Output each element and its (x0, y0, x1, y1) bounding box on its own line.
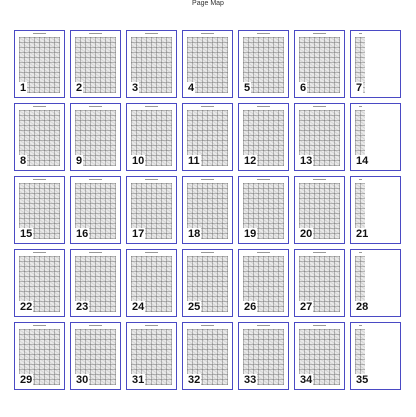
page-number-label: 23 (76, 301, 89, 313)
page-header-line (299, 105, 340, 108)
page-thumbnail[interactable] (70, 176, 121, 244)
page-thumbnail[interactable] (294, 322, 345, 390)
page-thumbnail[interactable] (70, 322, 121, 390)
page-number-label: 27 (300, 301, 313, 313)
page-header-line (187, 251, 228, 254)
page-header-line (75, 178, 116, 181)
page-number-label: 34 (300, 374, 313, 386)
page-number-label: 18 (188, 228, 201, 240)
page-number-label: 5 (244, 82, 251, 94)
page-header-line (19, 32, 60, 35)
page-header-line (187, 178, 228, 181)
page-header-line (355, 32, 365, 35)
page-number-label: 26 (244, 301, 257, 313)
page-header-line (19, 178, 60, 181)
page-thumbnail[interactable] (294, 176, 345, 244)
page-thumbnail[interactable] (14, 176, 65, 244)
page-header-line (131, 251, 172, 254)
page-number-label: 28 (356, 301, 369, 313)
page-header-line (75, 32, 116, 35)
page-number-label: 16 (76, 228, 89, 240)
page-header-line (131, 178, 172, 181)
page-thumbnail[interactable] (182, 176, 233, 244)
page-thumbnail[interactable] (126, 249, 177, 317)
page-number-label: 9 (76, 155, 83, 167)
page-header-line (243, 105, 284, 108)
page-thumbnail[interactable] (182, 30, 233, 98)
page-thumbnail[interactable] (294, 30, 345, 98)
page-header-line (299, 32, 340, 35)
page-number-label: 13 (300, 155, 313, 167)
page-number-label: 33 (244, 374, 257, 386)
page-thumbnail[interactable] (70, 103, 121, 171)
page-number-label: 7 (356, 82, 363, 94)
page-number-label: 2 (76, 82, 83, 94)
page-header-line (131, 324, 172, 327)
page-thumbnail[interactable] (126, 176, 177, 244)
page-header-line (299, 251, 340, 254)
page-header-line (75, 105, 116, 108)
page-number-label: 22 (20, 301, 33, 313)
page-thumbnail[interactable] (350, 176, 401, 244)
page-number-label: 12 (244, 155, 257, 167)
page-thumbnail[interactable] (14, 103, 65, 171)
page-number-label: 25 (188, 301, 201, 313)
page-thumbnail[interactable] (350, 249, 401, 317)
page-number-label: 8 (20, 155, 27, 167)
page-header-line (19, 251, 60, 254)
page-thumbnail[interactable] (238, 176, 289, 244)
page-map-title: Page Map (192, 0, 224, 7)
page-number-label: 19 (244, 228, 257, 240)
page-header-line (187, 32, 228, 35)
page-number-label: 35 (356, 374, 369, 386)
page-header-line (131, 32, 172, 35)
page-number-label: 32 (188, 374, 201, 386)
page-number-label: 15 (20, 228, 33, 240)
page-number-label: 20 (300, 228, 313, 240)
page-header-line (355, 105, 365, 108)
page-header-line (131, 105, 172, 108)
page-thumbnail[interactable] (126, 30, 177, 98)
page-thumbnail[interactable] (126, 322, 177, 390)
page-thumbnail[interactable] (350, 322, 401, 390)
page-thumbnail[interactable] (238, 249, 289, 317)
page-number-label: 21 (356, 228, 369, 240)
page-thumbnail[interactable] (126, 103, 177, 171)
page-header-line (355, 251, 365, 254)
page-number-label: 30 (76, 374, 89, 386)
page-header-line (19, 324, 60, 327)
page-thumbnail[interactable] (14, 322, 65, 390)
page-header-line (355, 178, 365, 181)
page-thumbnail[interactable] (182, 322, 233, 390)
page-header-line (243, 324, 284, 327)
page-header-line (75, 251, 116, 254)
page-number-label: 24 (132, 301, 145, 313)
page-thumbnail[interactable] (182, 103, 233, 171)
page-number-label: 6 (300, 82, 307, 94)
page-thumbnail[interactable] (70, 249, 121, 317)
page-header-line (355, 324, 365, 327)
page-number-label: 10 (132, 155, 145, 167)
page-number-label: 3 (132, 82, 139, 94)
page-thumbnail[interactable] (294, 249, 345, 317)
page-header-line (19, 105, 60, 108)
page-thumbnail[interactable] (182, 249, 233, 317)
page-number-label: 14 (356, 155, 369, 167)
page-header-line (299, 324, 340, 327)
page-header-line (75, 324, 116, 327)
page-header-line (187, 324, 228, 327)
page-thumbnail[interactable] (294, 103, 345, 171)
page-thumbnail[interactable] (350, 30, 401, 98)
page-number-label: 17 (132, 228, 145, 240)
page-number-label: 4 (188, 82, 195, 94)
page-thumbnail[interactable] (14, 249, 65, 317)
page-thumbnail[interactable] (70, 30, 121, 98)
page-thumbnail[interactable] (238, 103, 289, 171)
page-number-label: 29 (20, 374, 33, 386)
page-thumbnail[interactable] (350, 103, 401, 171)
page-header-line (299, 178, 340, 181)
page-header-line (243, 32, 284, 35)
page-thumbnail[interactable] (238, 322, 289, 390)
page-grid (14, 30, 401, 390)
page-header-line (187, 105, 228, 108)
page-number-label: 1 (20, 82, 27, 94)
page-thumbnail[interactable] (238, 30, 289, 98)
page-number-label: 31 (132, 374, 145, 386)
page-number-label: 11 (188, 155, 200, 167)
page-thumbnail[interactable] (14, 30, 65, 98)
page-header-line (243, 251, 284, 254)
page-header-line (243, 178, 284, 181)
